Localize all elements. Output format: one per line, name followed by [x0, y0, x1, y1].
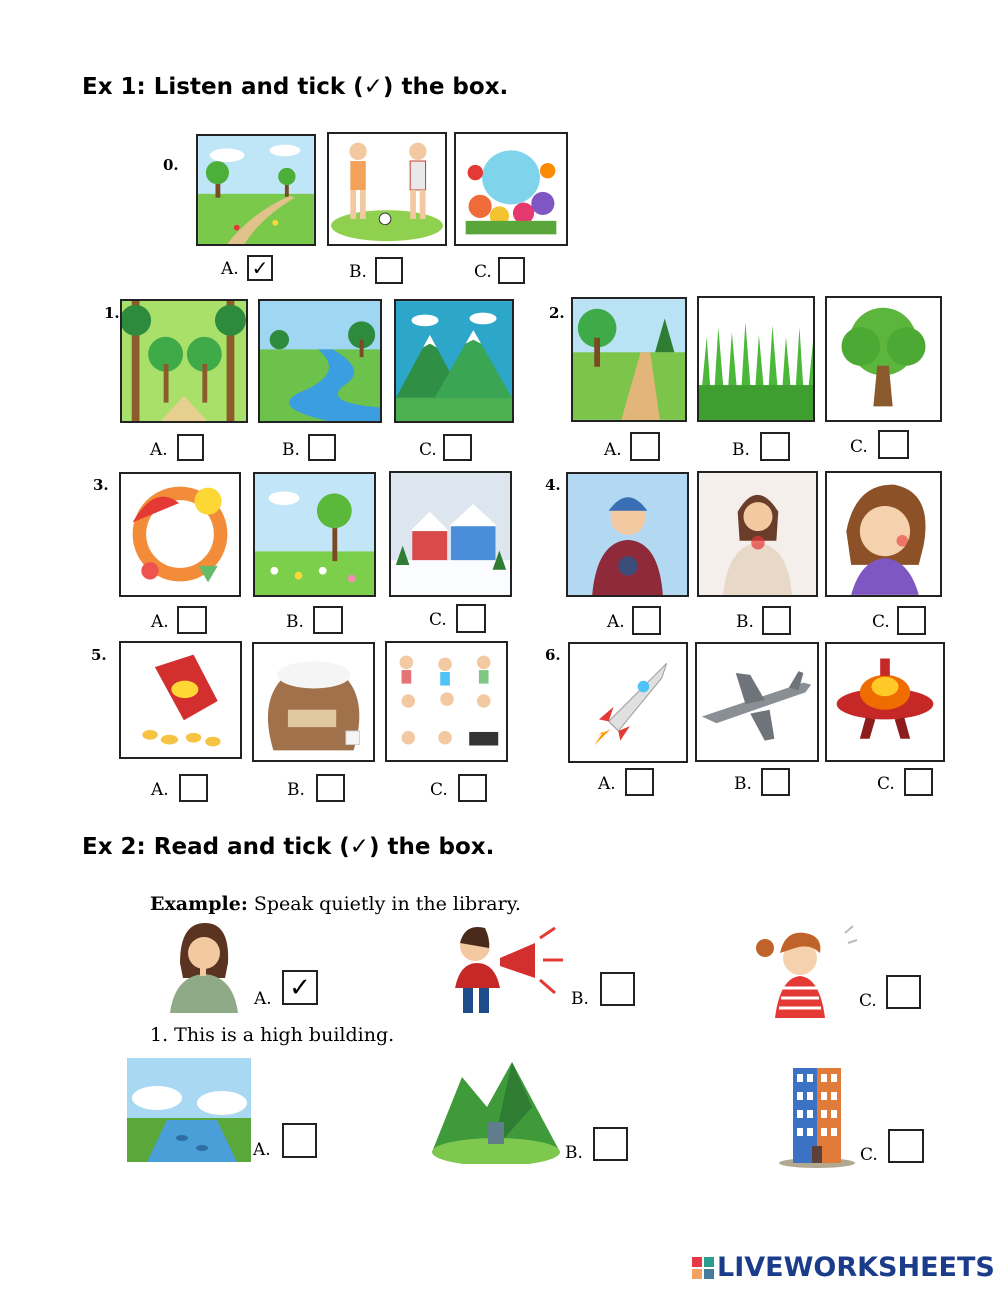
- summer-picture: [119, 472, 241, 597]
- question-3-checkbox-a[interactable]: [177, 606, 207, 634]
- question-2-checkbox-b[interactable]: [760, 432, 790, 461]
- ex1-title: Ex 1: Listen and tick (✓) the box.: [82, 74, 509, 100]
- question-3-label-b: B.: [286, 612, 304, 632]
- ex2-question-1-label-a: A.: [253, 1140, 271, 1160]
- question-6-checkbox-c[interactable]: [904, 768, 933, 796]
- logo-square-3: [692, 1269, 702, 1279]
- garden-picture: [454, 132, 568, 246]
- ex2-example-checkbox-c[interactable]: [886, 975, 921, 1009]
- activities-picture: [385, 641, 508, 762]
- logo-text: LIVEWORKSHEETS: [717, 1252, 995, 1283]
- plane-picture: [695, 642, 819, 762]
- question-6-label-b: B.: [734, 774, 752, 794]
- example-label-a: A.: [221, 259, 239, 279]
- question-5-checkbox-b[interactable]: [316, 774, 345, 802]
- rocket-picture: [568, 642, 688, 763]
- river-picture: [258, 299, 382, 423]
- question-5-checkbox-c[interactable]: [458, 774, 487, 802]
- river-scene-picture: [127, 1058, 251, 1162]
- question-3-checkbox-b[interactable]: [313, 606, 343, 634]
- forest-picture: [120, 299, 248, 423]
- quiet-girl-picture: [165, 918, 243, 1013]
- football-picture: [327, 132, 447, 246]
- example-bold-label: Example:: [150, 893, 248, 915]
- spaceship-picture: [825, 642, 945, 762]
- question-1-checkbox-c[interactable]: [443, 434, 472, 461]
- question-4-checkbox-b[interactable]: [762, 606, 791, 635]
- ex2-question-1-label-b: B.: [565, 1143, 583, 1163]
- question-2-number: 2.: [549, 304, 565, 322]
- question-3-label-c: C.: [429, 610, 447, 630]
- toothache-picture: [825, 471, 942, 597]
- sore-throat-picture: [697, 471, 818, 597]
- ex2-question-1-checkbox-a[interactable]: [282, 1123, 317, 1158]
- question-1-checkbox-b[interactable]: [308, 434, 336, 461]
- logo-square-4: [704, 1269, 714, 1279]
- cold-picture: [566, 472, 689, 597]
- logo-square-1: [692, 1257, 702, 1267]
- high-building-picture: [777, 1058, 857, 1168]
- question-4-checkbox-c[interactable]: [897, 606, 926, 635]
- question-4-label-b: B.: [736, 612, 754, 632]
- example-checkbox-c[interactable]: [498, 257, 525, 284]
- ex2-question-1-checkbox-b[interactable]: [593, 1127, 628, 1161]
- question-6-checkbox-a[interactable]: [625, 768, 654, 796]
- sugar-picture: [252, 642, 375, 762]
- question-2-checkbox-a[interactable]: [630, 432, 660, 461]
- path-picture: [571, 297, 687, 422]
- question-2-label-b: B.: [732, 440, 750, 460]
- logo-icon: [692, 1257, 714, 1279]
- loud-man-picture: [445, 918, 570, 1018]
- example-number: 0.: [163, 156, 179, 174]
- question-3-number: 3.: [93, 476, 109, 494]
- chips-picture: [119, 641, 242, 759]
- question-3-checkbox-c[interactable]: [456, 604, 486, 633]
- spring-picture: [253, 472, 376, 597]
- example-text: Speak quietly in the library.: [247, 893, 521, 915]
- question-6-label-c: C.: [877, 774, 895, 794]
- park-picture: [196, 134, 316, 246]
- question-5-label-a: A.: [151, 780, 169, 800]
- question-1-checkbox-a[interactable]: [177, 434, 204, 461]
- question-4-checkbox-a[interactable]: [632, 606, 661, 635]
- question-2-label-c: C.: [850, 437, 868, 457]
- question-2-checkbox-c[interactable]: [878, 430, 909, 459]
- ex2-question-1-sentence: 1. This is a high building.: [150, 1024, 395, 1046]
- question-1-number: 1.: [104, 304, 120, 322]
- question-1-label-c: C.: [419, 440, 437, 460]
- question-1-label-b: B.: [282, 440, 300, 460]
- question-4-label-c: C.: [872, 612, 890, 632]
- ex2-example-label-c: C.: [859, 991, 877, 1011]
- question-5-checkbox-a[interactable]: [179, 774, 208, 802]
- liveworksheets-logo: [692, 1252, 995, 1283]
- ex2-example-label-b: B.: [571, 989, 589, 1009]
- example-checkbox-a[interactable]: ✓: [247, 255, 273, 281]
- girl-waving-picture: [745, 918, 860, 1018]
- example-checkbox-b[interactable]: [375, 257, 403, 284]
- ex2-question-1-checkbox-c[interactable]: [888, 1129, 924, 1163]
- question-4-number: 4.: [545, 476, 561, 494]
- question-5-label-c: C.: [430, 780, 448, 800]
- ex2-example-label-a: A.: [254, 989, 272, 1009]
- ex2-example-checkbox-a[interactable]: ✓: [282, 970, 318, 1005]
- ex2-title: Ex 2: Read and tick (✓) the box.: [82, 834, 495, 860]
- question-4-label-a: A.: [607, 612, 625, 632]
- ex2-example-checkbox-b[interactable]: [600, 972, 635, 1006]
- logo-square-2: [704, 1257, 714, 1267]
- grass-picture: [697, 296, 815, 422]
- green-hills-picture: [432, 1052, 560, 1164]
- example-label-b: B.: [349, 262, 367, 282]
- question-5-number: 5.: [91, 646, 107, 664]
- question-3-label-a: A.: [151, 612, 169, 632]
- example-label-c: C.: [474, 262, 492, 282]
- question-6-label-a: A.: [598, 774, 616, 794]
- mountains-picture: [394, 299, 514, 423]
- question-1-label-a: A.: [150, 440, 168, 460]
- question-2-label-a: A.: [604, 440, 622, 460]
- ex2-question-1-label-c: C.: [860, 1145, 878, 1165]
- tree-picture: [825, 296, 942, 422]
- winter-picture: [389, 471, 512, 597]
- ex2-example-sentence: [150, 893, 521, 915]
- question-6-number: 6.: [545, 646, 561, 664]
- question-5-label-b: B.: [287, 780, 305, 800]
- question-6-checkbox-b[interactable]: [761, 768, 790, 796]
